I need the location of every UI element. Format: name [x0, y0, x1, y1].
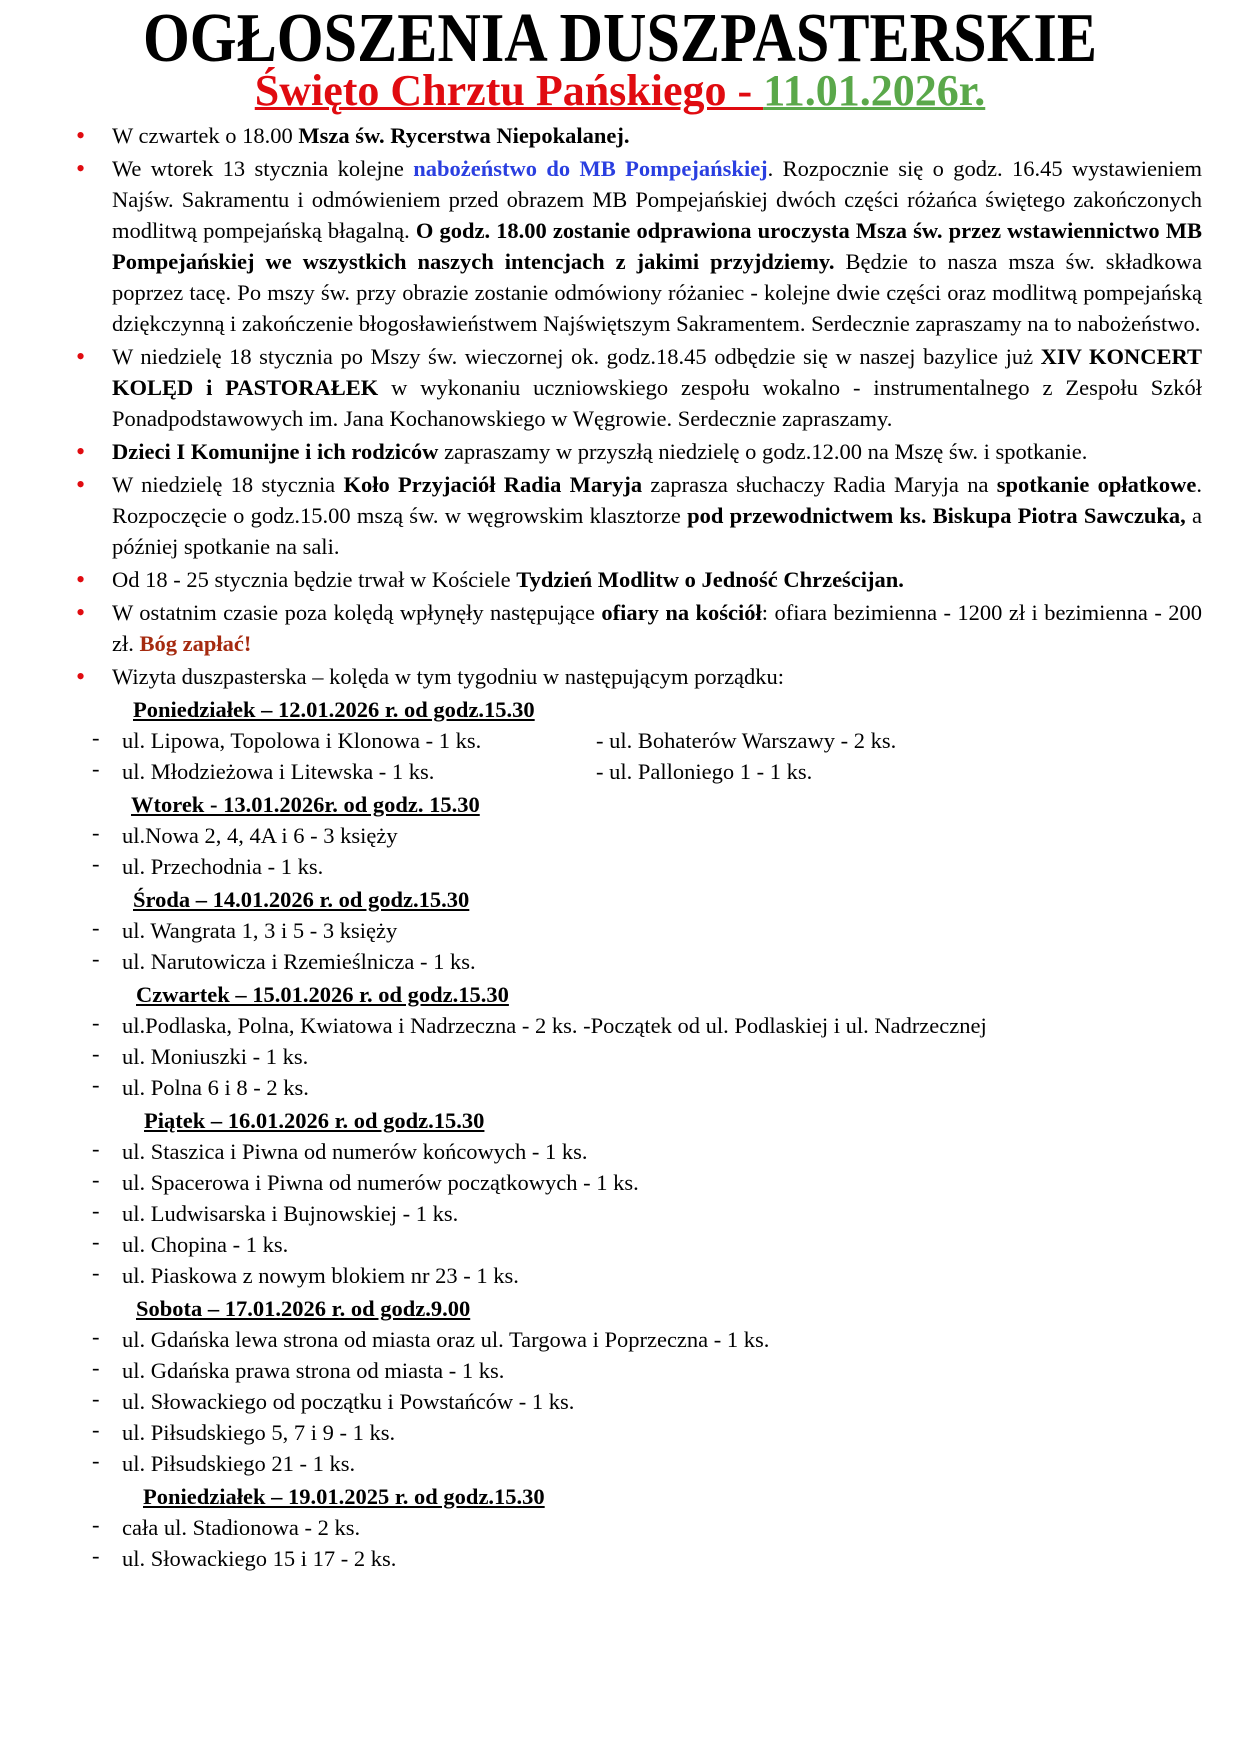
pastoral-visit-schedule: [76, 694, 1202, 1574]
announcement-list: [76, 120, 1202, 692]
street-list-item: [76, 1260, 1202, 1291]
announcement-text: ofiary na kościół: [601, 600, 762, 625]
feast-date: 11.01.2026r.: [763, 66, 986, 115]
street-list-item: [76, 1167, 1202, 1198]
street-name: ul. Słowackiego od początku i Powstańców - 1 ks.: [122, 1389, 575, 1414]
street-list-item: [76, 1417, 1202, 1448]
visit-day-heading: [76, 1105, 1202, 1136]
bullet-icon: •: [76, 662, 86, 691]
street-name-secondary: - ul. Bohaterów Warszawy - 2 ks.: [596, 728, 897, 753]
announcement-item: [76, 564, 1202, 595]
visit-day-label: Piątek – 16.01.2026 r. od godz.15.30: [144, 1108, 485, 1133]
announcement-text: Koło Przyjaciół Radia Maryja: [343, 472, 643, 497]
dash-icon: -: [92, 915, 100, 940]
street-list-item: [76, 1229, 1202, 1260]
announcement-item: [76, 597, 1202, 659]
dash-icon: -: [92, 1072, 100, 1097]
dash-icon: -: [92, 756, 100, 781]
street-name: ul. Spacerowa i Piwna od numerów początkowych - 1 ks.: [122, 1170, 639, 1195]
announcement-text: Wizyta duszpasterska – kolęda w tym tygodniu w następującym porządku:: [112, 664, 785, 689]
announcement-text: a później spotkanie na sali.: [112, 503, 1202, 559]
dash-icon: -: [92, 1417, 100, 1442]
announcement-text: Będzie to nasza msza św. składkowa poprzez tacę. Po mszy św. przy obrazie zostanie odmówiony różaniec - kolejne dwie części oraz modlitwą pompejańską dziękczynną i zakończenie błogosławieństwem Najświętszym Sakramentem. Serdecznie zapraszamy na to nabożeństwo.: [112, 249, 1202, 336]
visit-day-heading: [76, 789, 1202, 820]
announcement-text: . Rozpocznie się o godz. 16.45 wystawieniem Najśw. Sakramentu i odmówieniem przed obrazem MB Pompejańskiej dwóch części różańca świętego zakończonych modlitwą pompejańską błagalną.: [112, 156, 1202, 243]
announcement-text: . Rozpoczęcie o godz.15.00 mszą św. w węgrowskim klasztorze: [112, 472, 1202, 528]
announcements: [76, 120, 1202, 1574]
street-name: ul. Ludwisarska i Bujnowskiej - 1 ks.: [122, 1201, 459, 1226]
announcement-text: Bóg zapłać!: [139, 631, 252, 656]
page-subtitle: [0, 66, 1240, 116]
announcement-text: w wykonaniu uczniowskiego zespołu wokalno - instrumentalnego z Zespołu Szkół Ponadpodstawowych im. Jana Kochanowskiego w Węgrowie. Serdecznie zapraszamy.: [112, 375, 1202, 431]
announcement-text: W niedzielę 18 stycznia: [112, 472, 344, 497]
street-list-item: [76, 725, 1202, 756]
street-name-secondary: - ul. Palloniego 1 - 1 ks.: [596, 759, 813, 784]
announcement-item: [76, 436, 1202, 467]
announcement-text: Dzieci I Komunijne i ich rodziców: [112, 439, 439, 464]
visit-day-label: Poniedziałek – 19.01.2025 r. od godz.15.30: [143, 1484, 545, 1509]
announcement-text: W niedzielę 18 stycznia po Mszy św. wieczornej ok. godz.18.45 odbędzie się w naszej bazylice już: [112, 344, 1041, 369]
dash-icon: -: [92, 1448, 100, 1473]
street-list-item: [76, 756, 1202, 787]
announcement-item: [76, 120, 1202, 151]
visit-day-heading: [76, 1481, 1202, 1512]
feast-name: Święto Chrztu Pańskiego -: [254, 66, 764, 115]
dash-icon: -: [92, 1512, 100, 1537]
bullet-icon: •: [76, 154, 86, 183]
announcement-text: W czwartek o 18.00: [112, 123, 299, 148]
street-list-item: [76, 1010, 1202, 1041]
announcement-item: [76, 661, 1202, 692]
announcement-text: spotkanie opłatkowe: [996, 472, 1197, 497]
visit-day-heading: [76, 1293, 1202, 1324]
street-name: ul.Nowa 2, 4, 4A i 6 - 3 księży: [122, 823, 398, 848]
street-name: cała ul. Stadionowa - 2 ks.: [122, 1515, 361, 1540]
street-list-item: [76, 1355, 1202, 1386]
street-list-item: [76, 1512, 1202, 1543]
street-list-item: [76, 1543, 1202, 1574]
street-list-item: [76, 1136, 1202, 1167]
dash-icon: -: [92, 1041, 100, 1066]
announcement-text: Od 18 - 25 stycznia będzie trwał w Kościele: [112, 567, 517, 592]
dash-icon: -: [92, 1229, 100, 1254]
street-name: ul. Gdańska prawa strona od miasta - 1 ks.: [122, 1358, 505, 1383]
street-name: ul. Wangrata 1, 3 i 5 - 3 księży: [122, 918, 398, 943]
announcement-text: zapraszamy w przyszłą niedzielę o godz.12.00 na Mszę św. i spotkanie.: [438, 439, 1088, 464]
street-name: ul. Staszica i Piwna od numerów końcowych - 1 ks.: [122, 1139, 588, 1164]
street-list-item: [76, 820, 1202, 851]
dash-icon: -: [92, 1543, 100, 1568]
street-name: ul. Polna 6 i 8 - 2 ks.: [122, 1075, 309, 1100]
street-name: ul. Gdańska lewa strona od miasta oraz ul. Targowa i Poprzeczna - 1 ks.: [122, 1327, 770, 1352]
street-name: ul. Chopina - 1 ks.: [122, 1232, 289, 1257]
dash-icon: -: [92, 725, 100, 750]
dash-icon: -: [92, 1136, 100, 1161]
dash-icon: -: [92, 1010, 100, 1035]
visit-day-heading: [76, 979, 1202, 1010]
dash-icon: -: [92, 1198, 100, 1223]
bullet-icon: •: [76, 342, 86, 371]
announcement-text: O godz. 18.00 zostanie odprawiona uroczysta Msza św. przez wstawiennictwo MB Pompejańskiej we wszystkich naszych intencjach z jakimi przyjdziemy.: [112, 218, 1202, 274]
street-list-item: [76, 1041, 1202, 1072]
dash-icon: -: [92, 946, 100, 971]
street-name: ul. Piłsudskiego 5, 7 i 9 - 1 ks.: [122, 1420, 396, 1445]
announcement-text: : ofiara bezimienna - 1200 zł i bezimienna - 200 zł.: [112, 600, 1202, 656]
street-list-item: [76, 1386, 1202, 1417]
announcement-text: We wtorek 13 stycznia kolejne: [112, 156, 414, 181]
street-name: ul. Młodzieżowa i Litewska - 1 ks.: [122, 759, 435, 784]
dash-icon: -: [92, 851, 100, 876]
bullet-icon: •: [76, 598, 86, 627]
street-list-item: [76, 1448, 1202, 1479]
bullet-icon: •: [76, 565, 86, 594]
street-list-item: [76, 946, 1202, 977]
street-name: ul. Piaskowa z nowym blokiem nr 23 - 1 ks.: [122, 1263, 519, 1288]
dash-icon: -: [92, 1167, 100, 1192]
street-list-item: [76, 1324, 1202, 1355]
bullet-icon: •: [76, 121, 86, 150]
visit-day-heading: [76, 884, 1202, 915]
street-name: ul. Przechodnia - 1 ks.: [122, 854, 324, 879]
street-name: ul.Podlaska, Polna, Kwiatowa i Nadrzeczna - 2 ks. -Początek od ul. Podlaskiej i ul. Nadrzecznej: [122, 1013, 987, 1038]
street-name: ul. Słowackiego 15 i 17 - 2 ks.: [122, 1546, 397, 1571]
dash-icon: -: [92, 1324, 100, 1349]
street-list-item: [76, 915, 1202, 946]
bullet-icon: •: [76, 470, 86, 499]
visit-day-label: Poniedziałek – 12.01.2026 r. od godz.15.30: [133, 697, 535, 722]
street-name: ul. Narutowicza i Rzemieślnicza - 1 ks.: [122, 949, 476, 974]
street-name: ul. Lipowa, Topolowa i Klonowa - 1 ks.: [122, 728, 482, 753]
announcement-text: nabożeństwo do MB Pompejańskiej: [413, 156, 768, 181]
street-list-item: [76, 1198, 1202, 1229]
announcement-text: W ostatnim czasie poza kolędą wpłynęły następujące: [112, 600, 602, 625]
visit-day-label: Czwartek – 15.01.2026 r. od godz.15.30: [136, 982, 509, 1007]
visit-day-label: Sobota – 17.01.2026 r. od godz.9.00: [136, 1296, 471, 1321]
dash-icon: -: [92, 1386, 100, 1411]
announcement-text: Tydzień Modlitw o Jedność Chrześcijan.: [516, 567, 904, 592]
announcement-text: zaprasza słuchaczy Radia Maryja na: [642, 472, 997, 497]
visit-day-label: Wtorek - 13.01.2026r. od godz. 15.30: [131, 792, 480, 817]
street-list-item: [76, 1072, 1202, 1103]
visit-day-heading: [76, 694, 1202, 725]
announcement-item: [76, 469, 1202, 562]
street-name: ul. Moniuszki - 1 ks.: [122, 1044, 309, 1069]
dash-icon: -: [92, 1355, 100, 1380]
announcement-item: [76, 341, 1202, 434]
announcement-text: Msza św. Rycerstwa Niepokalanej.: [298, 123, 630, 148]
visit-day-label: Środa – 14.01.2026 r. od godz.15.30: [133, 887, 470, 912]
page-title: OGŁOSZENIA DUSZPASTERSKIE: [142, 0, 1098, 77]
announcement-text: pod przewodnictwem ks. Biskupa Piotra Sawczuka,: [687, 503, 1186, 528]
dash-icon: -: [92, 1260, 100, 1285]
bullet-icon: •: [76, 437, 86, 466]
announcement-item: [76, 153, 1202, 339]
street-list-item: [76, 851, 1202, 882]
street-name: ul. Piłsudskiego 21 - 1 ks.: [122, 1451, 356, 1476]
dash-icon: -: [92, 820, 100, 845]
announcement-text: XIV KONCERT KOLĘD i PASTORAŁEK: [112, 344, 1202, 400]
